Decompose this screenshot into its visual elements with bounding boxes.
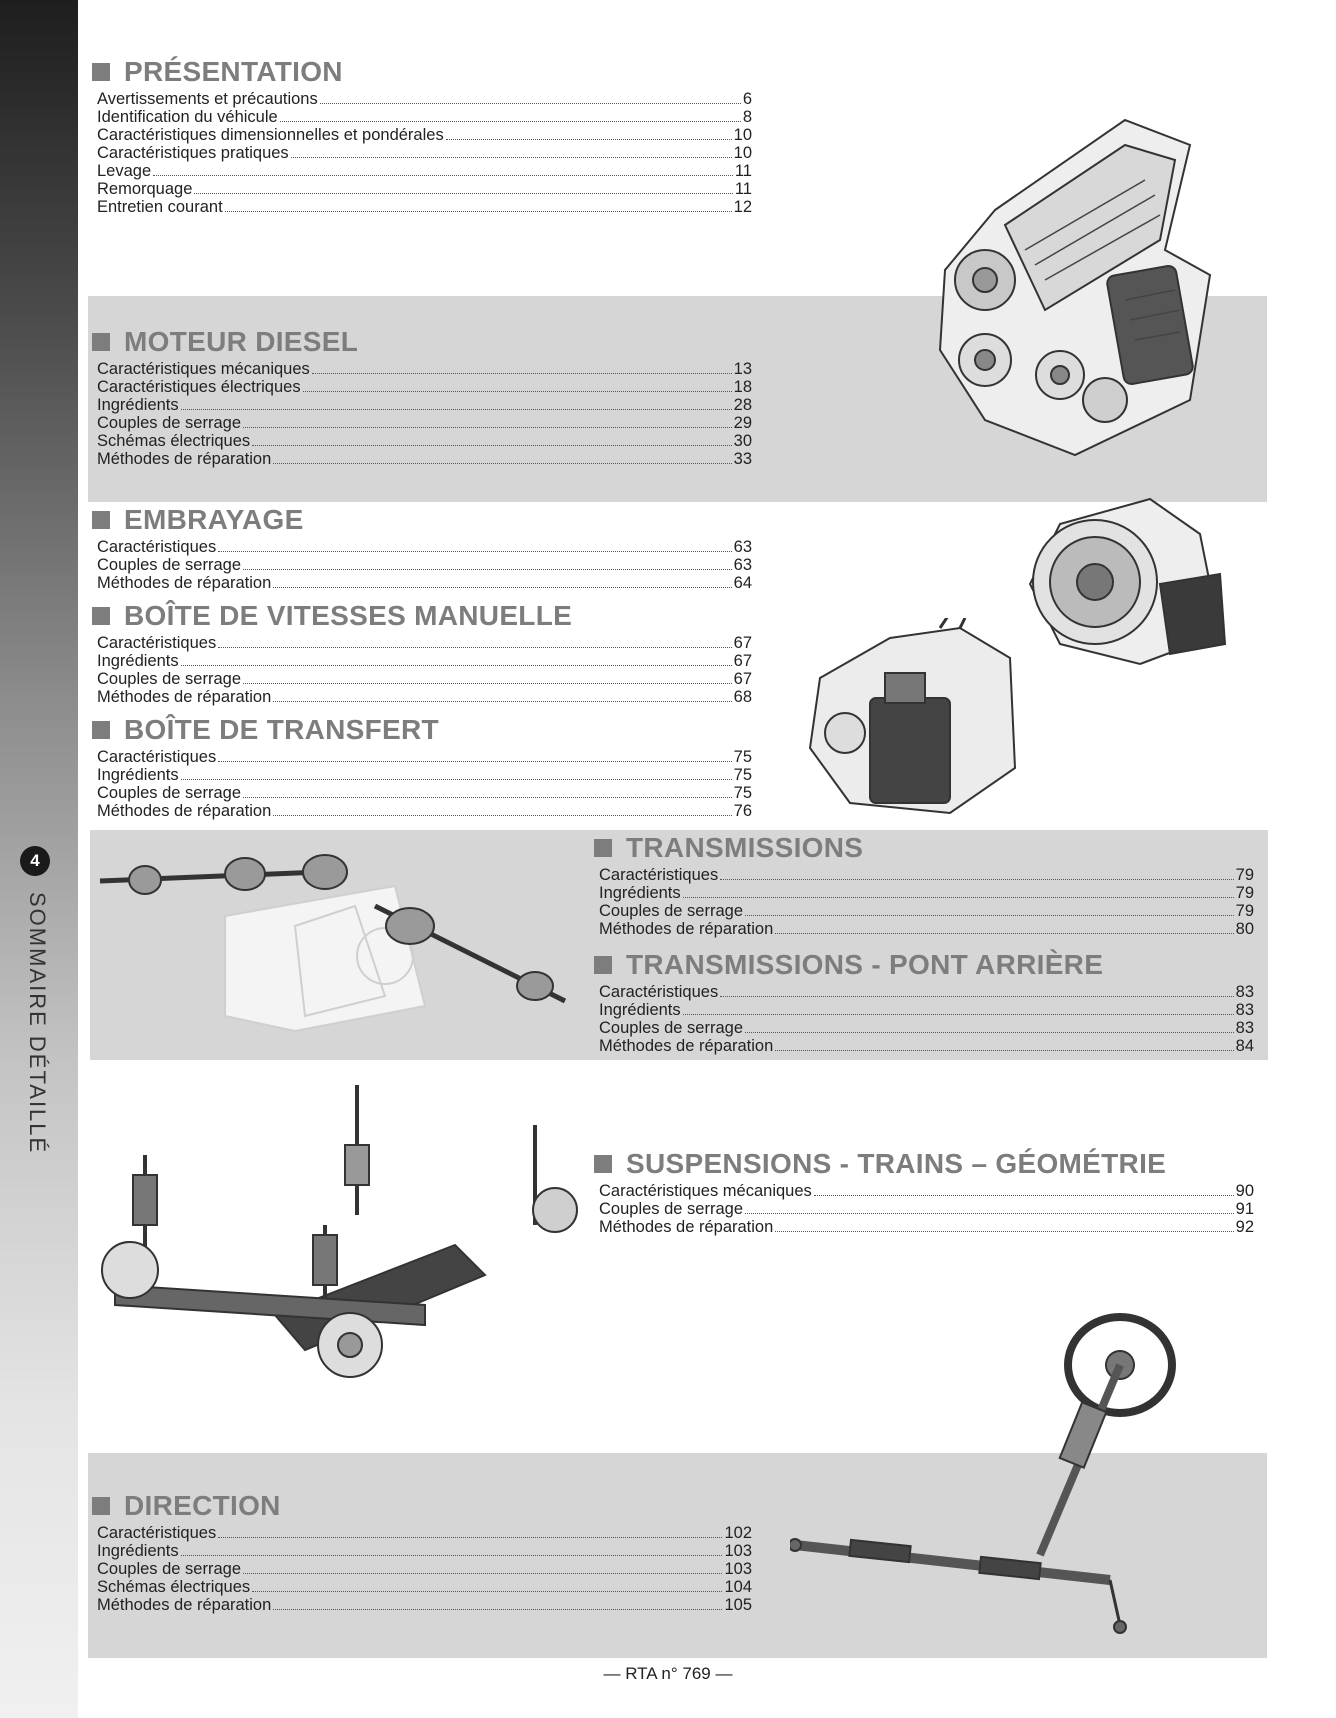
section-title (90, 714, 752, 746)
toc-entry-page: 8 (742, 108, 752, 126)
toc-entry-page: 63 (733, 538, 752, 556)
dot-leader (745, 915, 1234, 916)
sidebar-title: SOMMAIRE DÉTAILLÉ (25, 892, 50, 1155)
toc-entry-label: Ingrédients (97, 652, 179, 670)
toc-entry-label: Méthodes de réparation (599, 920, 774, 938)
dot-leader (775, 1231, 1233, 1232)
dot-leader (218, 647, 731, 648)
toc-entry-label: Avertissements et précautions (97, 90, 318, 108)
toc-entry-label: Ingrédients (599, 884, 681, 902)
dot-leader (218, 761, 731, 762)
toc-entry-page: 80 (1235, 920, 1254, 938)
toc-entry-label: Caractéristiques électriques (97, 378, 301, 396)
dot-leader (243, 683, 732, 684)
dot-leader (312, 373, 732, 374)
toc-entry[interactable] (97, 180, 752, 198)
toc-entry[interactable] (97, 688, 752, 706)
toc-entry[interactable] (97, 784, 752, 802)
section-transmissions-pont-arriere (592, 949, 1254, 1055)
dot-leader (745, 1213, 1234, 1214)
toc-entry-label: Méthodes de réparation (599, 1218, 774, 1236)
section-title (592, 1148, 1254, 1180)
toc-entry-label: Ingrédients (599, 1001, 681, 1019)
toc-entry-page: 63 (733, 556, 752, 574)
square-bullet-icon (594, 1155, 612, 1173)
toc-entry[interactable] (97, 652, 752, 670)
toc-entry-page: 79 (1235, 902, 1254, 920)
page-number-badge: 4 (20, 846, 50, 876)
toc-entry[interactable] (97, 450, 752, 468)
dot-leader (252, 1591, 722, 1592)
toc-entry[interactable] (97, 126, 752, 144)
toc-entry[interactable] (599, 1037, 1254, 1055)
toc-entry-label: Caractéristiques pratiques (97, 144, 289, 162)
toc-entry-page: 83 (1235, 1001, 1254, 1019)
dot-leader (181, 779, 732, 780)
section-presentation (90, 56, 752, 216)
dot-leader (252, 445, 731, 446)
toc-entry-page: 11 (734, 162, 752, 180)
toc-entry-page: 67 (733, 670, 752, 688)
driveshafts-illustration (95, 846, 615, 1036)
toc-entry[interactable] (599, 1200, 1254, 1218)
dot-leader (153, 175, 733, 176)
dot-leader (273, 1609, 722, 1610)
toc-entry-label: Ingrédients (97, 1542, 179, 1560)
toc-entry-page: 11 (734, 180, 752, 198)
dot-leader (218, 551, 731, 552)
section-title (90, 504, 752, 536)
toc-entry[interactable] (97, 162, 752, 180)
section-title-text: PRÉSENTATION (124, 56, 343, 87)
section-boite-vitesses (90, 600, 752, 706)
dot-leader (243, 427, 732, 428)
square-bullet-icon (92, 511, 110, 529)
toc-entry[interactable] (97, 538, 752, 556)
square-bullet-icon (92, 1497, 110, 1515)
suspension-illustration (95, 1075, 595, 1385)
square-bullet-icon (92, 721, 110, 739)
toc-entry-label: Couples de serrage (97, 414, 242, 432)
dot-leader (181, 1555, 723, 1556)
toc-entry-label: Couples de serrage (97, 670, 242, 688)
toc-entry[interactable] (97, 670, 752, 688)
toc-entry-label: Entretien courant (97, 198, 223, 216)
dot-leader (273, 587, 731, 588)
toc-entry-label: Méthodes de réparation (97, 450, 272, 468)
dot-leader (683, 1014, 1234, 1015)
toc-entry-page: 13 (733, 360, 752, 378)
dot-leader (218, 1537, 722, 1538)
toc-entry-label: Ingrédients (97, 396, 179, 414)
dot-leader (243, 797, 732, 798)
toc-entry[interactable] (599, 902, 1254, 920)
toc-entry-label: Couples de serrage (599, 1200, 744, 1218)
toc-entry[interactable] (97, 396, 752, 414)
toc-entry-page: 67 (733, 634, 752, 652)
section-title (90, 56, 752, 88)
toc-entry-label: Méthodes de réparation (599, 1037, 774, 1055)
dot-leader (181, 409, 732, 410)
toc-entry[interactable] (97, 378, 752, 396)
toc-entry-label: Caractéristiques dimensionnelles et pondérales (97, 126, 444, 144)
toc-entry-label: Identification du véhicule (97, 108, 278, 126)
toc-entry[interactable] (97, 766, 752, 784)
dot-leader (273, 463, 731, 464)
toc-entry-label: Schémas électriques (97, 432, 251, 450)
toc-entry-label: Méthodes de réparation (97, 688, 272, 706)
toc-entry-label: Caractéristiques (97, 538, 217, 556)
toc-entry[interactable] (97, 1560, 752, 1578)
toc-entry-label: Caractéristiques mécaniques (599, 1182, 812, 1200)
toc-entry[interactable] (97, 556, 752, 574)
toc-entry[interactable] (97, 198, 752, 216)
toc-entry-page: 83 (1235, 1019, 1254, 1037)
square-bullet-icon (92, 333, 110, 351)
section-transmissions (592, 832, 1254, 938)
dot-leader (291, 157, 732, 158)
clutch-illustration (1020, 494, 1230, 670)
toc-entry-page: 18 (733, 378, 752, 396)
toc-entry[interactable] (97, 432, 752, 450)
section-title-text: EMBRAYAGE (124, 504, 304, 535)
toc-entry-page: 64 (733, 574, 752, 592)
toc-entry-label: Couples de serrage (599, 902, 744, 920)
toc-entry-page: 67 (733, 652, 752, 670)
toc-entry[interactable] (97, 574, 752, 592)
section-title-text: MOTEUR DIESEL (124, 326, 359, 357)
toc-entry[interactable] (97, 1542, 752, 1560)
dot-leader (225, 211, 732, 212)
toc-entry-page: 103 (724, 1542, 752, 1560)
toc-entry-page: 29 (733, 414, 752, 432)
section-embrayage (90, 504, 752, 592)
toc-entry[interactable] (599, 1182, 1254, 1200)
toc-entry-page: 6 (742, 90, 752, 108)
toc-entry-page: 92 (1235, 1218, 1254, 1236)
toc-entry[interactable] (97, 108, 752, 126)
toc-entry-page: 75 (733, 748, 752, 766)
toc-entry-page: 91 (1235, 1200, 1254, 1218)
dot-leader (320, 103, 741, 104)
section-title (592, 832, 1254, 864)
steering-illustration (790, 1305, 1250, 1635)
dot-leader (194, 193, 732, 194)
toc-entry-label: Schémas électriques (97, 1578, 251, 1596)
gearbox-illustration (800, 618, 1020, 818)
dot-leader (181, 665, 732, 666)
dot-leader (775, 933, 1233, 934)
toc-entry-page: 104 (724, 1578, 752, 1596)
toc-entry-page: 75 (733, 784, 752, 802)
toc-entry[interactable] (97, 748, 752, 766)
toc-entry-page: 10 (733, 126, 752, 144)
toc-entry[interactable] (97, 360, 752, 378)
toc-entry-label: Remorquage (97, 180, 193, 198)
toc-entry-page: 90 (1235, 1182, 1254, 1200)
toc-entry-label: Couples de serrage (97, 556, 242, 574)
dot-leader (745, 1032, 1234, 1033)
toc-entry-label: Méthodes de réparation (97, 1596, 272, 1614)
toc-entry-label: Caractéristiques mécaniques (97, 360, 310, 378)
toc-entry-page: 84 (1235, 1037, 1254, 1055)
section-boite-transfert (90, 714, 752, 820)
toc-entry-label: Couples de serrage (97, 784, 242, 802)
section-title-text: SUSPENSIONS - TRAINS – GÉOMÉTRIE (626, 1148, 1167, 1179)
toc-entry[interactable] (599, 884, 1254, 902)
toc-entry[interactable] (599, 983, 1254, 1001)
toc-entry-page: 79 (1235, 866, 1254, 884)
section-title (90, 326, 752, 358)
dot-leader (775, 1050, 1233, 1051)
dot-leader (243, 1573, 722, 1574)
section-title (592, 949, 1254, 981)
toc-entry[interactable] (97, 802, 752, 820)
toc-entry-page: 83 (1235, 983, 1254, 1001)
dot-leader (446, 139, 732, 140)
toc-entry-page: 103 (724, 1560, 752, 1578)
toc-entry-page: 10 (733, 144, 752, 162)
toc-entry[interactable] (599, 1218, 1254, 1236)
toc-entry-label: Méthodes de réparation (97, 574, 272, 592)
engine-illustration (925, 100, 1245, 460)
toc-entry[interactable] (599, 1001, 1254, 1019)
square-bullet-icon (92, 63, 110, 81)
toc-entry[interactable] (97, 1578, 752, 1596)
toc-entry[interactable] (97, 1524, 752, 1542)
section-moteur-diesel (90, 326, 752, 468)
section-title-text: BOÎTE DE VITESSES MANUELLE (124, 600, 573, 631)
toc-entry-label: Levage (97, 162, 152, 180)
sidebar (0, 0, 78, 1718)
toc-entry-page: 75 (733, 766, 752, 784)
dot-leader (720, 879, 1233, 880)
toc-entry[interactable] (97, 1596, 752, 1614)
toc-entry-label: Caractéristiques (97, 748, 217, 766)
section-title (90, 1490, 752, 1522)
toc-entry-label: Caractéristiques (599, 983, 719, 1001)
toc-entry-page: 33 (733, 450, 752, 468)
toc-entry-label: Couples de serrage (599, 1019, 744, 1037)
section-title-text: DIRECTION (124, 1490, 281, 1521)
toc-entry-page: 105 (724, 1596, 752, 1614)
section-suspensions (592, 1148, 1254, 1236)
toc-entry-page: 68 (733, 688, 752, 706)
toc-entry-label: Méthodes de réparation (97, 802, 272, 820)
toc-entry[interactable] (97, 634, 752, 652)
section-title (90, 600, 752, 632)
dot-leader (720, 996, 1233, 997)
dot-leader (683, 897, 1234, 898)
dot-leader (273, 701, 731, 702)
toc-entry[interactable] (599, 920, 1254, 938)
toc-entry-label: Caractéristiques (97, 634, 217, 652)
toc-entry-label: Couples de serrage (97, 1560, 242, 1578)
section-title-text: BOÎTE DE TRANSFERT (124, 714, 439, 745)
toc-entry[interactable] (97, 144, 752, 162)
square-bullet-icon (92, 607, 110, 625)
footer-rta-number: — RTA n° 769 — (603, 1664, 733, 1683)
toc-entry[interactable] (97, 90, 752, 108)
dot-leader (814, 1195, 1234, 1196)
section-title-text: TRANSMISSIONS - PONT ARRIÈRE (626, 949, 1104, 980)
toc-entry-page: 12 (733, 198, 752, 216)
section-title-text: TRANSMISSIONS (626, 832, 864, 863)
dot-leader (303, 391, 732, 392)
toc-entry-page: 28 (733, 396, 752, 414)
toc-entry-label: Caractéristiques (599, 866, 719, 884)
toc-entry-page: 76 (733, 802, 752, 820)
toc-entry[interactable] (599, 866, 1254, 884)
toc-entry-page: 102 (724, 1524, 752, 1542)
dot-leader (273, 815, 731, 816)
dot-leader (243, 569, 732, 570)
toc-entry[interactable] (97, 414, 752, 432)
toc-entry-page: 79 (1235, 884, 1254, 902)
toc-entry[interactable] (599, 1019, 1254, 1037)
dot-leader (280, 121, 741, 122)
section-direction (90, 1490, 752, 1614)
toc-entry-label: Ingrédients (97, 766, 179, 784)
toc-entry-label: Caractéristiques (97, 1524, 217, 1542)
toc-entry-page: 30 (733, 432, 752, 450)
